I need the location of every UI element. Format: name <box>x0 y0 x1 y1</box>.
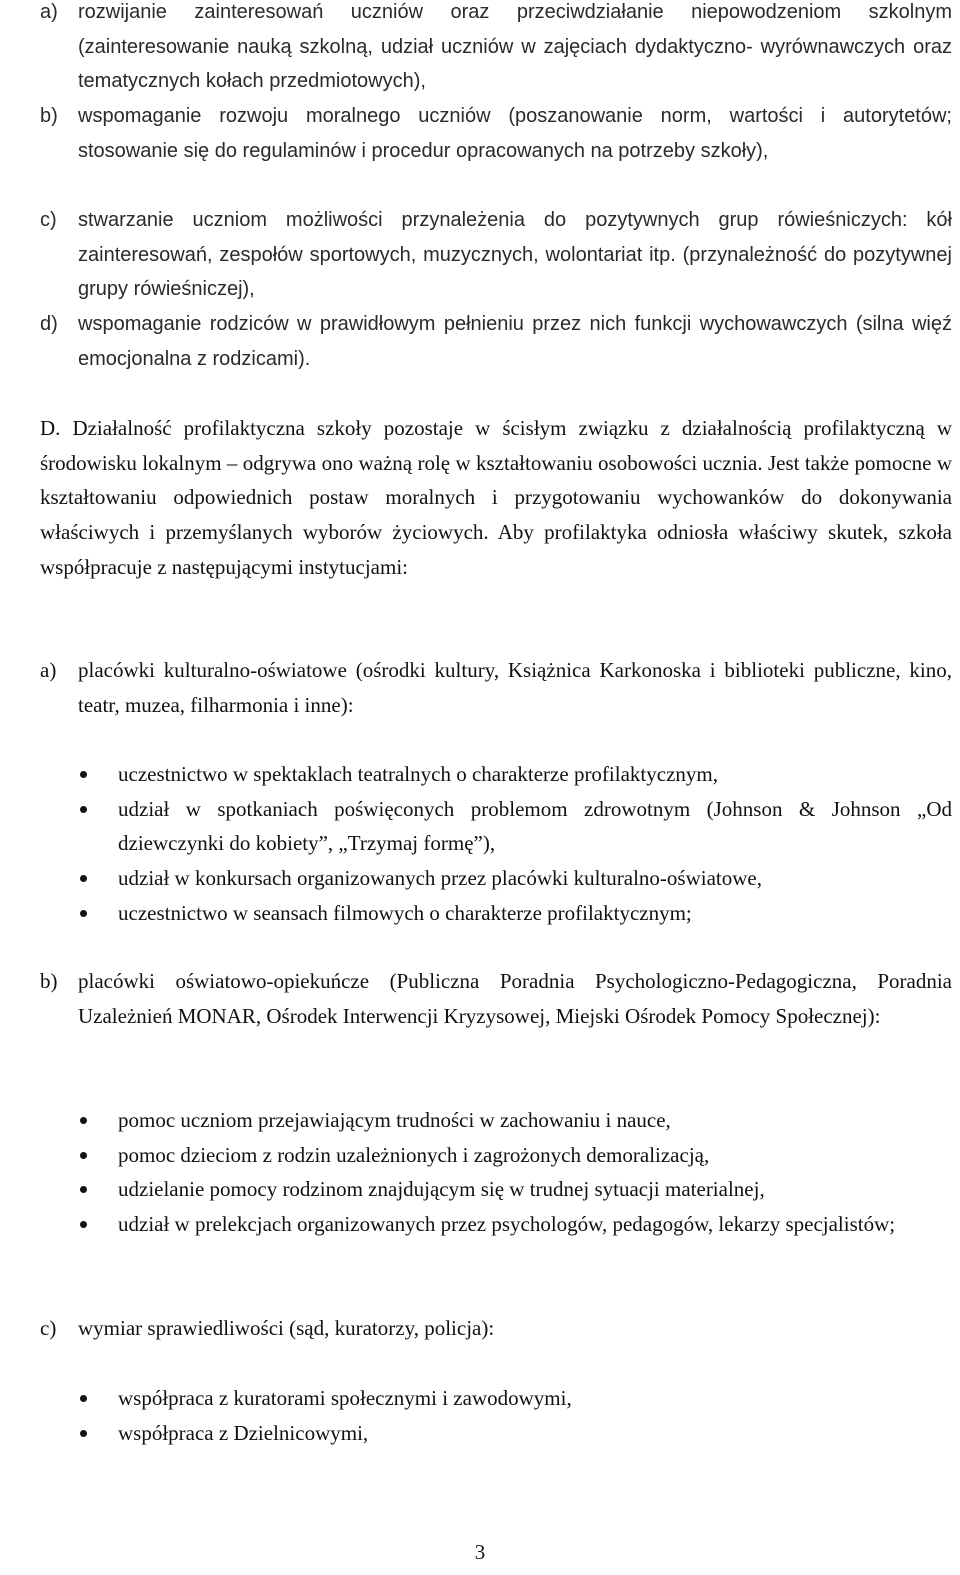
list-marker: b) <box>40 969 58 993</box>
bullet-text: współpraca z kuratorami społecznymi i zawodowymi, <box>118 1386 572 1410</box>
institution-text: wymiar sprawiedliwości (sąd, kuratorzy, policja): <box>78 1316 495 1340</box>
bullet-item <box>78 1138 952 1173</box>
list-item-text: wspomaganie rozwoju moralnego uczniów (poszanowanie norm, wartości i autorytetów; stosowanie się do regulaminów i procedur opracowanych na potrzeby szkoły), <box>78 105 952 162</box>
bullet-text: pomoc dzieciom z rodzin uzależnionych i zagrożonych demoralizacją, <box>118 1142 710 1167</box>
bullet-item <box>78 1381 952 1416</box>
list-marker: d) <box>40 313 58 335</box>
institution-text: placówki kulturalno-oświatowe (ośrodki kultury, Książnica Karkonoska i biblioteki publiczne, kino, teatr, muzea, filharmonia i inne): <box>78 658 952 717</box>
list-marker: a) <box>40 1 58 23</box>
list-marker: c) <box>40 209 57 231</box>
bullet-icon <box>80 910 87 917</box>
bullet-item <box>78 1207 952 1242</box>
list-item-b <box>40 99 952 168</box>
bullet-text: współpraca z Dzielnicowymi, <box>118 1420 369 1445</box>
institution-item-b <box>40 964 952 1033</box>
list-marker: c) <box>40 1316 57 1340</box>
bullet-list-c <box>78 1381 952 1450</box>
bullet-text: uczestnictwo w spektaklach teatralnych o charakterze profilaktycznym, <box>118 762 718 786</box>
list-item-text: wspomaganie rodziców w prawidłowym pełnieniu przez nich funkcji wychowawczych (silna więź emocjonalna z rodzicami). <box>78 313 952 370</box>
bullet-icon <box>80 1117 87 1124</box>
bullet-text: uczestnictwo w seansach filmowych o charakterze profilaktycznym; <box>118 900 692 925</box>
bullet-text: udzielanie pomocy rodzinom znajdującym się w trudnej sytuacji materialnej, <box>118 1177 765 1202</box>
section-d-paragraph: D. Działalność profilaktyczna szkoły pozostaje w ścisłym związku z działalnością profilaktyczną w środowisku lokalnym – odgrywa ono ważną rolę w kształtowaniu osobowości ucznia. Jest także pomocne w kształtowaniu odpowiednich postaw moralnych i przygotowaniu wychowanków do dokonywania właściwych i przemyślanych wyborów życiowych. Aby profilaktyka odniosła właściwy skutek, szkoła współpracuje z następującymi instytucjami: <box>40 416 952 579</box>
bullet-list-b <box>78 1103 952 1242</box>
bullet-icon <box>80 1430 87 1437</box>
bullet-item <box>78 1103 952 1138</box>
bullet-icon <box>80 806 87 813</box>
bullet-icon <box>80 1152 87 1159</box>
bullet-item <box>78 1172 952 1207</box>
bullet-icon <box>80 771 87 778</box>
list-item-text: rozwijanie zainteresowań uczniów oraz przeciwdziałanie niepowodzeniom szkolnym (zainteresowanie nauką szkolną, udział uczniów w zajęciach dydaktyczno- wyrównawczych oraz tematycznych kołach przedmiotowych), <box>78 1 952 93</box>
institution-text: placówki oświatowo-opiekuńcze (Publiczna Poradnia Psychologiczno-Pedagogiczna, Poradnia Uzależnień MONAR, Ośrodek Interwencji Kryzysowej, Miejski Ośrodek Pomocy Społecznej): <box>78 969 952 1028</box>
bullet-item <box>78 792 952 861</box>
bullet-item <box>78 896 952 931</box>
bullet-list-a <box>78 757 952 931</box>
bullet-icon <box>80 1186 87 1193</box>
list-item-c <box>40 203 952 307</box>
institution-item-c <box>40 1311 952 1346</box>
bullet-text: pomoc uczniom przejawiającym trudności w zachowaniu i nauce, <box>118 1108 671 1132</box>
bullet-item <box>78 757 952 792</box>
bullet-text: udział w prelekcjach organizowanych przez psychologów, pedagogów, lekarzy specjalistów; <box>118 1212 896 1237</box>
list-item-a <box>40 0 952 99</box>
bullet-icon <box>80 1221 87 1228</box>
bullet-icon <box>80 875 87 882</box>
list-item-text: stwarzanie uczniom możliwości przynależenia do pozytywnych grup rówieśniczych: kół zainteresowań, zespołów sportowych, muzycznych, wolontariat itp. (przynależność do pozytywnej grupy rówieśniczej), <box>78 209 952 301</box>
page-number: 3 <box>474 1540 486 1564</box>
bullet-icon <box>80 1395 87 1402</box>
bullet-item <box>78 1416 952 1451</box>
bullet-item <box>78 861 952 896</box>
institution-item-a <box>40 653 952 722</box>
bullet-text: udział w konkursach organizowanych przez placówki kulturalno-oświatowe, <box>118 866 762 891</box>
bullet-text: udział w spotkaniach poświęconych problemom zdrowotnym (Johnson & Johnson „Od dziewczynki do kobiety”, „Trzymaj formę”), <box>118 796 952 856</box>
list-marker: a) <box>40 658 57 682</box>
list-marker: b) <box>40 105 58 127</box>
list-item-d <box>40 307 952 376</box>
